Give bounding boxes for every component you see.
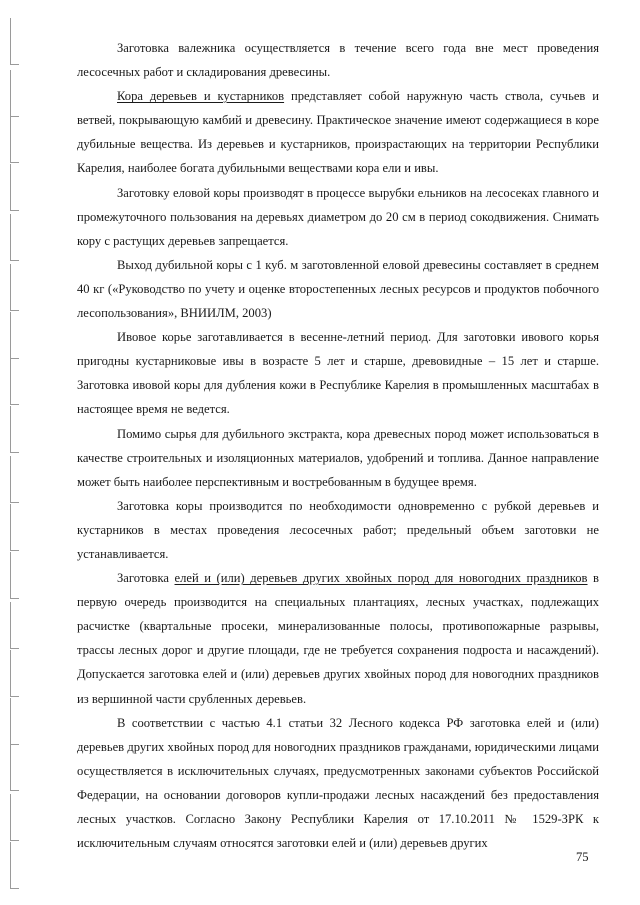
paragraph-text: Заготовку еловой коры производят в процессе вырубки ельников на лесосеках главного и промежуточного пользования на деревьях диаметром до 20 см в период сокодвижения. Снимать кору с растущих деревьев запрещается.	[77, 185, 599, 248]
binding-mark	[10, 552, 19, 599]
paragraph-bark-yield	[77, 253, 599, 325]
binding-mark	[10, 164, 19, 211]
binding-marks	[0, 18, 30, 888]
binding-mark	[10, 214, 19, 261]
paragraph-new-year-trees	[77, 566, 599, 711]
binding-mark	[10, 18, 19, 65]
binding-mark	[10, 650, 19, 697]
body-text	[77, 36, 599, 855]
binding-mark	[10, 406, 19, 453]
page-number: 75	[576, 850, 589, 864]
paragraph-text: Помимо сырья для дубильного экстракта, кора древесных пород может использоваться в качестве строительных и изоляционных материалов, удобрений и топлива. Данное направление может быть наиболее перспективным и востребованным в будущее время.	[77, 426, 599, 489]
paragraph-text: Ивовое корье заготавливается в весенне-летний период. Для заготовки ивового корья пригодны кустарниковые ивы в возрасте 5 лет и старше, древовидные – 15 лет и старше. Заготовка ивовой коры для дубления кожи в Республике Карелия в промышленных масштабах в настоящее время не ведется.	[77, 330, 599, 417]
paragraph-text: Выход дубильной коры с 1 куб. м заготовленной еловой древесины составляет в среднем 40 кг («Руководство по учету и оценке второстепенных лесных ресурсов и продуктов побочного лесопользования», ВНИИЛМ, 2003)	[77, 257, 599, 321]
underlined-term: Кора деревьев и кустарников	[117, 89, 285, 104]
binding-mark	[10, 698, 19, 745]
binding-mark	[10, 264, 19, 311]
binding-mark	[10, 842, 19, 889]
binding-mark	[10, 794, 19, 841]
paragraph-text: в первую очередь производится на специальных плантациях, лесных участках, подлежащих расчистке (квартальные просеки, минерализованные полосы, противопожарные разрывы, трассы лесных дорог и другие площади, где не требуется сохранения подроста и насаждений). Допускается заготовка елей и (или) деревьев других хвойных пород для новогодних праздников из вершинной части срубленных деревьев.	[77, 571, 599, 706]
binding-mark	[10, 312, 19, 359]
binding-mark	[10, 744, 19, 791]
paragraph-willow-bark	[77, 325, 599, 421]
paragraph-lead: Заготовка	[117, 571, 175, 586]
paragraph-bark	[77, 84, 599, 180]
paragraph-text: В соответствии с частью 4.1 статьи 32 Лесного кодекса РФ заготовка елей и (или) деревьев других хвойных пород для новогодних праздников гражданами, юридическими лицами осуществляется в исключительных случаях, предусмотренных законами субъектов Российской Федерации, на основании договоров купли-продажи лесных насаждений без предоставления лесных участков. Согласно Закону Республики Карелия от 17.10.2011 № 1529-ЗРК к исключительным случаям относятся заготовки елей и (или) деревьев других	[77, 715, 599, 851]
paragraph-spruce-bark	[77, 181, 599, 253]
paragraph-text: Заготовка коры производится по необходимости одновременно с рубкой деревьев и кустарников в местах проведения лесосечных работ; предельный объем заготовки не устанавливается.	[77, 498, 599, 561]
paragraph-bark-harvest	[77, 494, 599, 566]
paragraph-text: представляет собой наружную часть ствола, сучьев и ветвей, покрывающую камбий и древесину. Практическое значение имеют содержащиеся в коре дубильные вещества. Из деревьев и кустарников, произрастающих на территории Республики Карелия, наиболее богата дубильными веществами кора ели и ивы.	[77, 89, 600, 176]
binding-mark	[10, 504, 19, 551]
paragraph-bark-uses	[77, 422, 599, 494]
paragraph-text: Заготовка валежника осуществляется в течение всего года вне мест проведения лесосечных работ и складирования древесины.	[77, 41, 599, 80]
underlined-term: елей и (или) деревьев других хвойных пород для новогодних праздников	[174, 571, 588, 586]
binding-mark	[10, 456, 19, 503]
binding-mark	[10, 70, 19, 117]
binding-mark	[10, 116, 19, 163]
paragraph-forest-code	[77, 711, 599, 856]
binding-mark	[10, 358, 19, 405]
binding-mark	[10, 602, 19, 649]
paragraph-deadwood	[77, 36, 599, 84]
